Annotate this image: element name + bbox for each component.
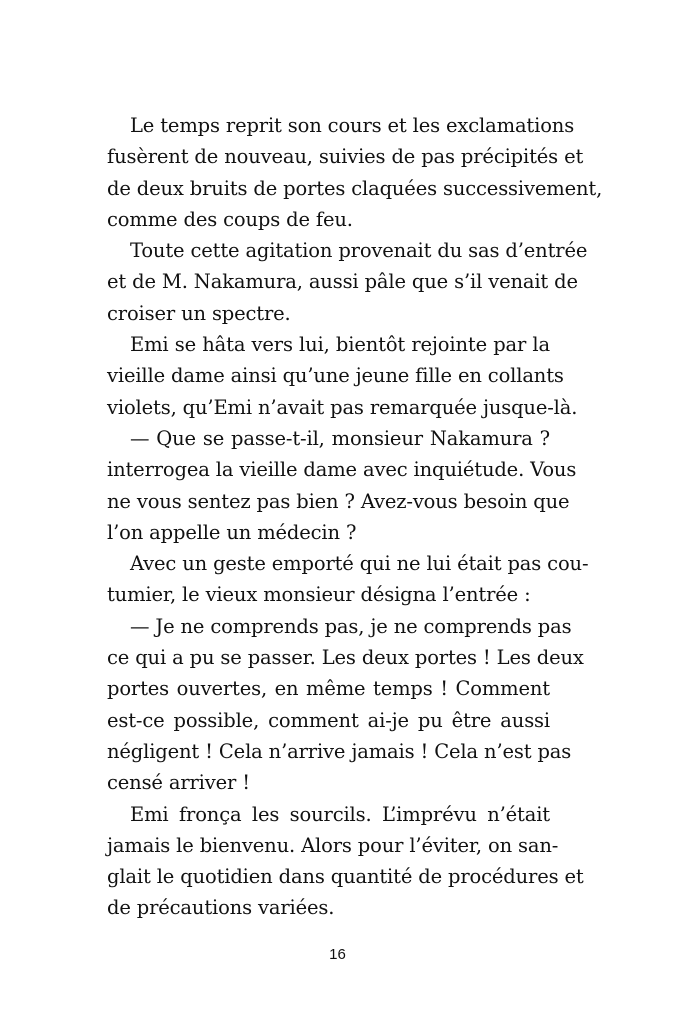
text-line: vieille dame ainsi qu’une jeune fille en collants bbox=[107, 364, 564, 388]
text-line: ce qui a pu se passer. Les deux portes ! Les deux bbox=[107, 646, 584, 670]
text-line: de précautions variées. bbox=[107, 896, 335, 920]
text-line: est-ce possible, comment ai-je pu être aussi bbox=[107, 708, 550, 732]
text-line: Avec un geste emporté qui ne lui était pas cou- bbox=[130, 552, 589, 576]
text-line: interrogea la vieille dame avec inquiétude. Vous bbox=[107, 458, 577, 482]
text-line: croiser un spectre. bbox=[107, 301, 291, 325]
text-line: de deux bruits de portes claquées successivement, bbox=[107, 176, 603, 200]
text-line: — Je ne comprends pas, je ne comprends pas bbox=[130, 614, 572, 638]
text-line: ne vous sentez pas bien ? Avez-vous besoin que bbox=[107, 489, 570, 513]
text-line: l’on appelle un médecin ? bbox=[107, 520, 357, 544]
text-line: fusèrent de nouveau, suivies de pas précipités et bbox=[107, 145, 584, 169]
text-line: portes ouvertes, en même temps ! Comment bbox=[107, 677, 550, 701]
body-text bbox=[107, 110, 603, 924]
text-line: censé arriver ! bbox=[107, 771, 250, 795]
text-line: Toute cette agitation provenait du sas d’entrée bbox=[130, 239, 588, 263]
text-line: comme des coups de feu. bbox=[107, 207, 353, 231]
page-number: 16 bbox=[329, 946, 346, 963]
text-line: et de M. Nakamura, aussi pâle que s’il venait de bbox=[107, 270, 578, 294]
text-line: Le temps reprit son cours et les exclamations bbox=[130, 114, 575, 137]
text-line: violets, qu’Emi n’avait pas remarquée jusque-là. bbox=[107, 395, 578, 419]
text-line: Emi fronça les sourcils. L’imprévu n’était bbox=[130, 802, 550, 826]
text-line: jamais le bienvenu. Alors pour l’éviter, on san- bbox=[107, 833, 559, 857]
text-line: tumier, le vieux monsieur désigna l’entrée : bbox=[107, 583, 531, 607]
text-line: Emi se hâta vers lui, bientôt rejointe par la bbox=[130, 333, 550, 357]
text-line: négligent ! Cela n’arrive jamais ! Cela n’est pas bbox=[107, 739, 572, 763]
text-line: — Que se passe-t-il, monsieur Nakamura ? bbox=[130, 426, 550, 450]
text-line: glait le quotidien dans quantité de procédures et bbox=[107, 865, 584, 889]
